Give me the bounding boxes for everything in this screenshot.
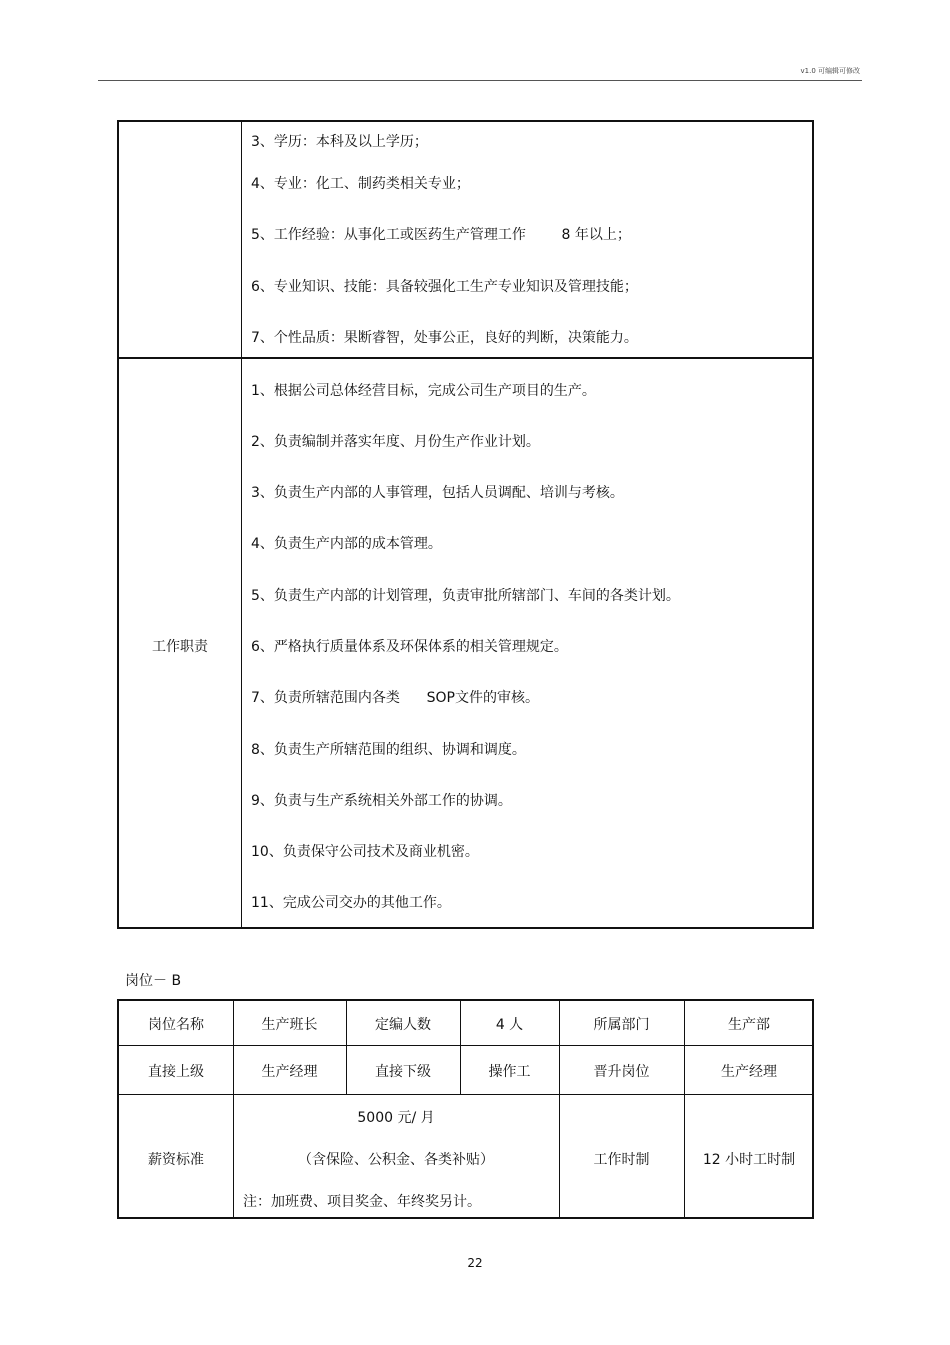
requirement-item: 5、工作经验：从事化工或医药生产管理工作 8 年以上； xyxy=(251,227,631,243)
requirement-item: 6、专业知识、技能：具备较强化工生产专业知识及管理技能； xyxy=(251,279,638,295)
table-row-divider xyxy=(119,1045,812,1046)
table-row-divider xyxy=(119,357,812,359)
salary-amount: 5000 元/ 月 xyxy=(357,1110,435,1126)
supervisor-label: 直接上级 xyxy=(148,1064,204,1080)
duty-item: 5、负责生产内部的计划管理，负责审批所辖部门、车间的各类计划。 xyxy=(251,588,680,604)
salary-note: 注：加班费、项目奖金、年终奖另计。 xyxy=(243,1194,481,1210)
requirements-duties-table xyxy=(117,120,814,929)
duty-item: 7、负责所辖范围内各类 SOP文件的审核。 xyxy=(251,690,539,706)
post-b-title: 岗位－ B xyxy=(125,973,182,989)
requirement-item: 3、学历：本科及以上学历； xyxy=(251,134,428,150)
work-hours-label: 工作时制 xyxy=(593,1152,650,1168)
table-row-divider xyxy=(119,1094,812,1095)
header-rule xyxy=(98,80,862,81)
promotion-label: 晋升岗位 xyxy=(593,1064,650,1080)
department-value: 生产部 xyxy=(728,1017,770,1033)
duties-label: 工作职责 xyxy=(152,639,208,655)
post-name-label: 岗位名称 xyxy=(148,1017,204,1033)
duty-item: 11、完成公司交办的其他工作。 xyxy=(251,895,451,911)
duty-item: 1、根据公司总体经营目标，完成公司生产项目的生产。 xyxy=(251,383,596,399)
headcount-value: 4 人 xyxy=(495,1017,524,1033)
salary-label: 薪资标准 xyxy=(148,1152,204,1168)
subordinate-value: 操作工 xyxy=(488,1064,531,1080)
post-name-value: 生产班长 xyxy=(261,1017,318,1033)
duty-item: 8、负责生产所辖范围的组织、协调和调度。 xyxy=(251,742,526,758)
department-label: 所属部门 xyxy=(593,1017,650,1033)
table-column-divider xyxy=(241,122,242,927)
duty-item: 9、负责与生产系统相关外部工作的协调。 xyxy=(251,793,512,809)
headcount-label: 定编人数 xyxy=(375,1017,431,1033)
duty-item: 4、负责生产内部的成本管理。 xyxy=(251,536,442,552)
duty-item: 2、负责编制并落实年度、月份生产作业计划。 xyxy=(251,434,540,450)
promotion-value: 生产经理 xyxy=(721,1064,777,1080)
duty-item: 10、负责保守公司技术及商业机密。 xyxy=(251,844,479,860)
supervisor-value: 生产经理 xyxy=(261,1064,318,1080)
header-version-note: v1.0 可编辑可修改 xyxy=(800,67,860,75)
duty-item: 6、严格执行质量体系及环保体系的相关管理规定。 xyxy=(251,639,568,655)
work-hours-value: 12 小时工时制 xyxy=(702,1152,796,1168)
duty-item: 3、负责生产内部的人事管理，包括人员调配、培训与考核。 xyxy=(251,485,624,501)
requirement-item: 7、个性品质：果断睿智，处事公正，良好的判断，决策能力。 xyxy=(251,330,638,346)
post-b-table xyxy=(117,999,814,1219)
salary-inclusions: （含保险、公积金、各类补贴） xyxy=(298,1152,494,1168)
requirement-item: 4、专业：化工、制药类相关专业； xyxy=(251,176,470,192)
page-number: 22 xyxy=(467,1256,483,1270)
subordinate-label: 直接下级 xyxy=(375,1064,431,1080)
